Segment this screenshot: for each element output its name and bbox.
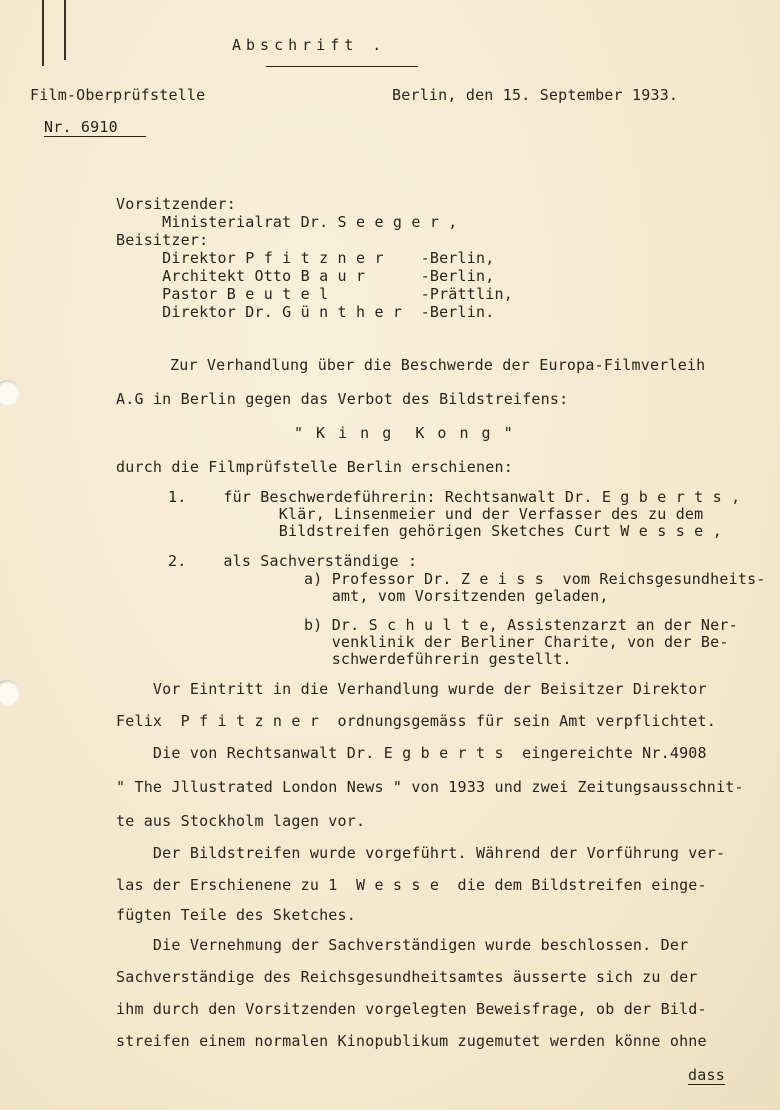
intro-line: Zur Verhandlung über die Beschwerde der Europa-Filmverleih [170, 356, 706, 374]
office-name: Film-Oberprüfstelle [30, 86, 206, 104]
appearance-line: durch die Filmprüfstelle Berlin erschienen: [116, 458, 513, 476]
item-2b-line: b) Dr. S c h u l t e, Assistenzarzt an der Ner- [304, 616, 738, 634]
item-1-line: Bildstreifen gehörigen Sketches Curt W e s s e , [168, 522, 722, 540]
item-2a-line: a) Professor Dr. Z e i s s vom Reichsgesundheits- [304, 570, 766, 588]
title-rule [266, 66, 418, 67]
body-line: ihm durch den Vorsitzenden vorgelegten Beweisfrage, ob der Bild- [116, 1000, 707, 1018]
body-line: las der Erschienene zu 1 W e s s e die dem Bildstreifen einge- [116, 876, 707, 894]
reference-number: Nr. 6910 [44, 118, 146, 137]
body-line: Die von Rechtsanwalt Dr. E g b e r t s eingereichte Nr.4908 [116, 744, 707, 762]
body-line: Sachverständige des Reichsgesundheitsamtes äusserte sich zu der [116, 968, 698, 986]
body-line: Die Vernehmung der Sachverständigen wurde beschlossen. Der [116, 936, 689, 954]
panel-line: Ministerialrat Dr. S e e g e r , [116, 213, 458, 231]
body-line: Der Bildstreifen wurde vorgeführt. Während der Vorführung ver- [116, 844, 726, 862]
item-2b-line: schwerdeführerin gestellt. [304, 650, 572, 668]
panel-line: Direktor P f i t z n e r -Berlin, [116, 249, 495, 267]
place-date: Berlin, den 15. September 1933. [392, 86, 679, 104]
margin-mark [42, 0, 44, 66]
film-title: " K i n g K o n g " [294, 424, 515, 442]
body-line: Felix P f i t z n e r ordnungsgemäss für sein Amt verpflichtet. [116, 712, 716, 730]
panel-line: Vorsitzender: [116, 195, 236, 213]
margin-mark [64, 0, 66, 60]
body-line: " The Jllustrated London News " von 1933 und zwei Zeitungsausschnit- [116, 778, 744, 796]
body-line: Vor Eintritt in die Verhandlung wurde der Beisitzer Direktor [116, 680, 707, 698]
item-2-heading: 2. als Sachverständige : [168, 552, 418, 570]
intro-line: A.G in Berlin gegen das Verbot des Bildstreifens: [116, 390, 569, 408]
catchword: dass [688, 1066, 725, 1084]
item-2a-line: amt, vom Vorsitzenden geladen, [304, 587, 609, 605]
panel-line: Beisitzer: [116, 231, 209, 249]
panel-line: Pastor B e u t e l -Prättlin, [116, 285, 513, 303]
item-1-line: Klär, Linsenmeier und der Verfasser des zu dem [168, 505, 704, 523]
body-line: te aus Stockholm lagen vor. [116, 812, 366, 830]
body-line: fügten Teile des Sketches. [116, 906, 356, 924]
panel-line: Direktor Dr. G ü n t h e r -Berlin. [116, 303, 495, 321]
document-title: Abschrift . [232, 36, 387, 54]
body-line: streifen einem normalen Kinopublikum zugemutet werden könne ohne [116, 1032, 707, 1050]
punch-hole [0, 680, 20, 706]
item-1-line: 1. für Beschwerdeführerin: Rechtsanwalt Dr. E g b e r t s , [168, 488, 741, 506]
panel-line: Architekt Otto B a u r -Berlin, [116, 267, 495, 285]
punch-hole [0, 380, 20, 406]
item-2b-line: venklinik der Berliner Charite, von der Be- [304, 633, 729, 651]
